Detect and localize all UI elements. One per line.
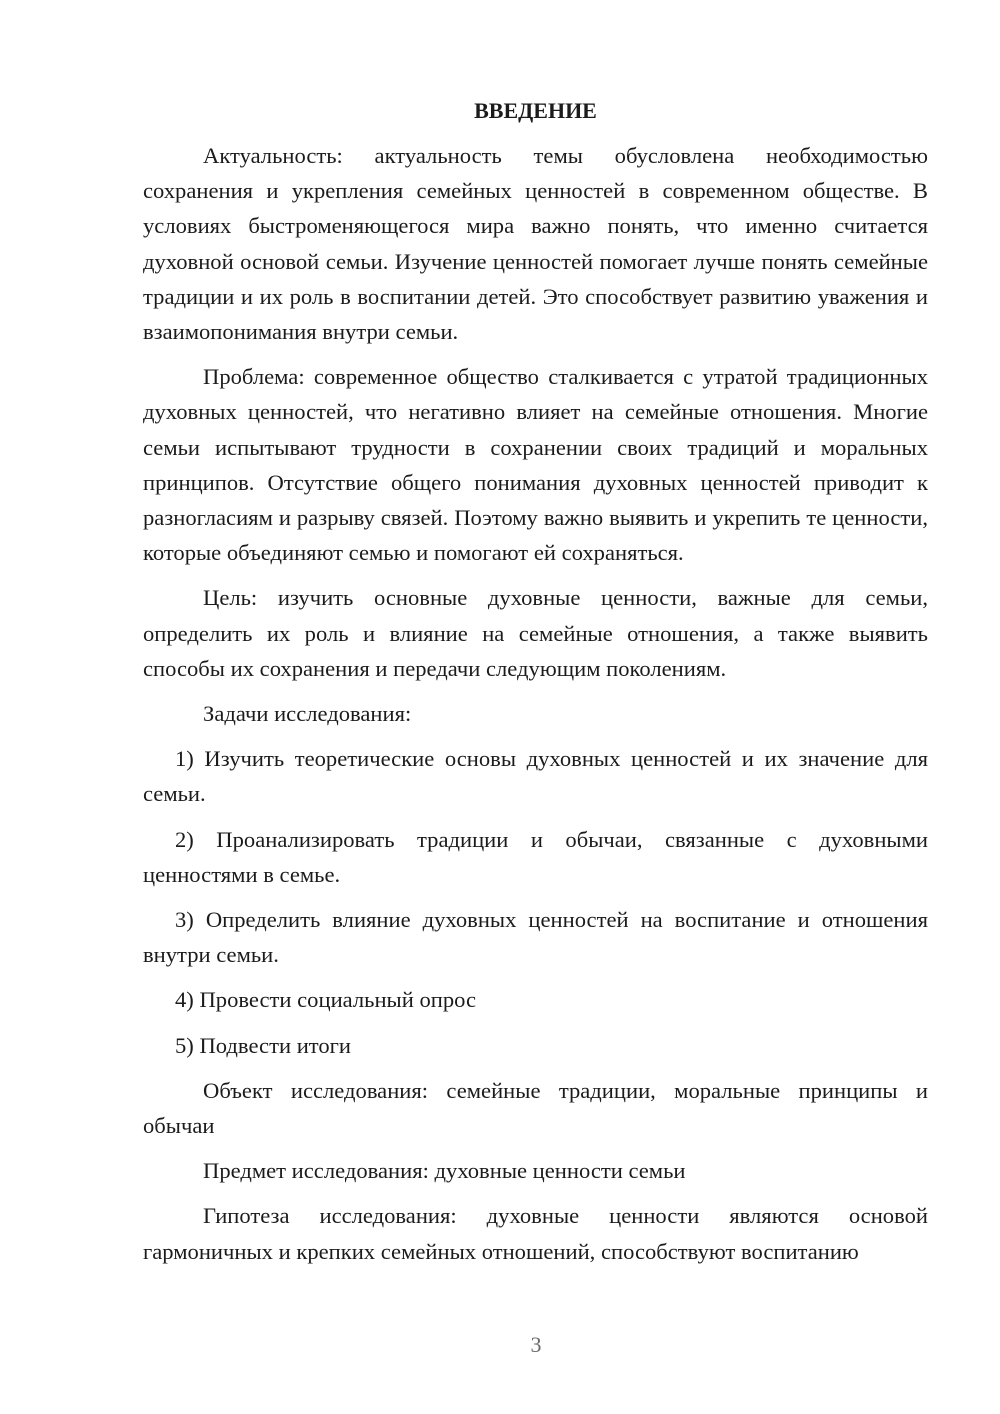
task-item: 5) Подвести итоги [175,1032,352,1058]
problem-paragraph: Проблема: современное общество сталкивается с утратой традиционных духовных ценностей, что негативно влияет на семейные отношения. Многие семьи испытывают трудности в сохранении своих традиций и моральных принципов. Отсутствие общего понимания духовных ценностей приводит к разногласиям и разрыву связей. Поэтому важно выявить и укрепить те ценности, которые объединяют семью и помогают ей сохраняться. [143,364,928,566]
task-item: 2) Проанализировать традиции и обычаи, связанные с духовными ценностями в семье. [143,826,928,887]
hypothesis-paragraph: Гипотеза исследования: духовные ценности являются основой гармоничных и крепких семейных отношений, способствуют воспитанию [143,1203,928,1264]
task-item: 3) Определить влияние духовных ценностей на воспитание и отношения внутри семьи. [143,907,928,968]
object-paragraph: Объект исследования: семейные традиции, моральные принципы и обычаи [143,1077,928,1139]
page-number: 3 [530,1332,542,1357]
relevance-paragraph: Актуальность: актуальность темы обусловлена необходимостью сохранения и укрепления семейных ценностей в современном обществе. В условиях быстроменяющегося мира важно понять, что именно считается духовной основой семьи. Изучение ценностей помогает лучше понять семейные традиции и их роль в воспитании детей. Это способствует развитию уважения и взаимопонимания внутри семьи. [143,143,928,345]
task-item: 1) Изучить теоретические основы духовных ценностей и их значение для семьи. [143,746,928,807]
page-title: ВВЕДЕНИЕ [474,98,597,123]
goal-paragraph: Цель: изучить основные духовные ценности, важные для семьи, определить их роль и влияние на семейные отношения, а также выявить способы их сохранения и передачи следующим поколениям. [143,585,928,681]
tasks-heading: Задачи исследования: [203,701,412,727]
page-content [143,95,928,1279]
task-item: 4) Провести социальный опрос [175,987,477,1013]
subject-paragraph: Предмет исследования: духовные ценности семьи [203,1158,686,1184]
